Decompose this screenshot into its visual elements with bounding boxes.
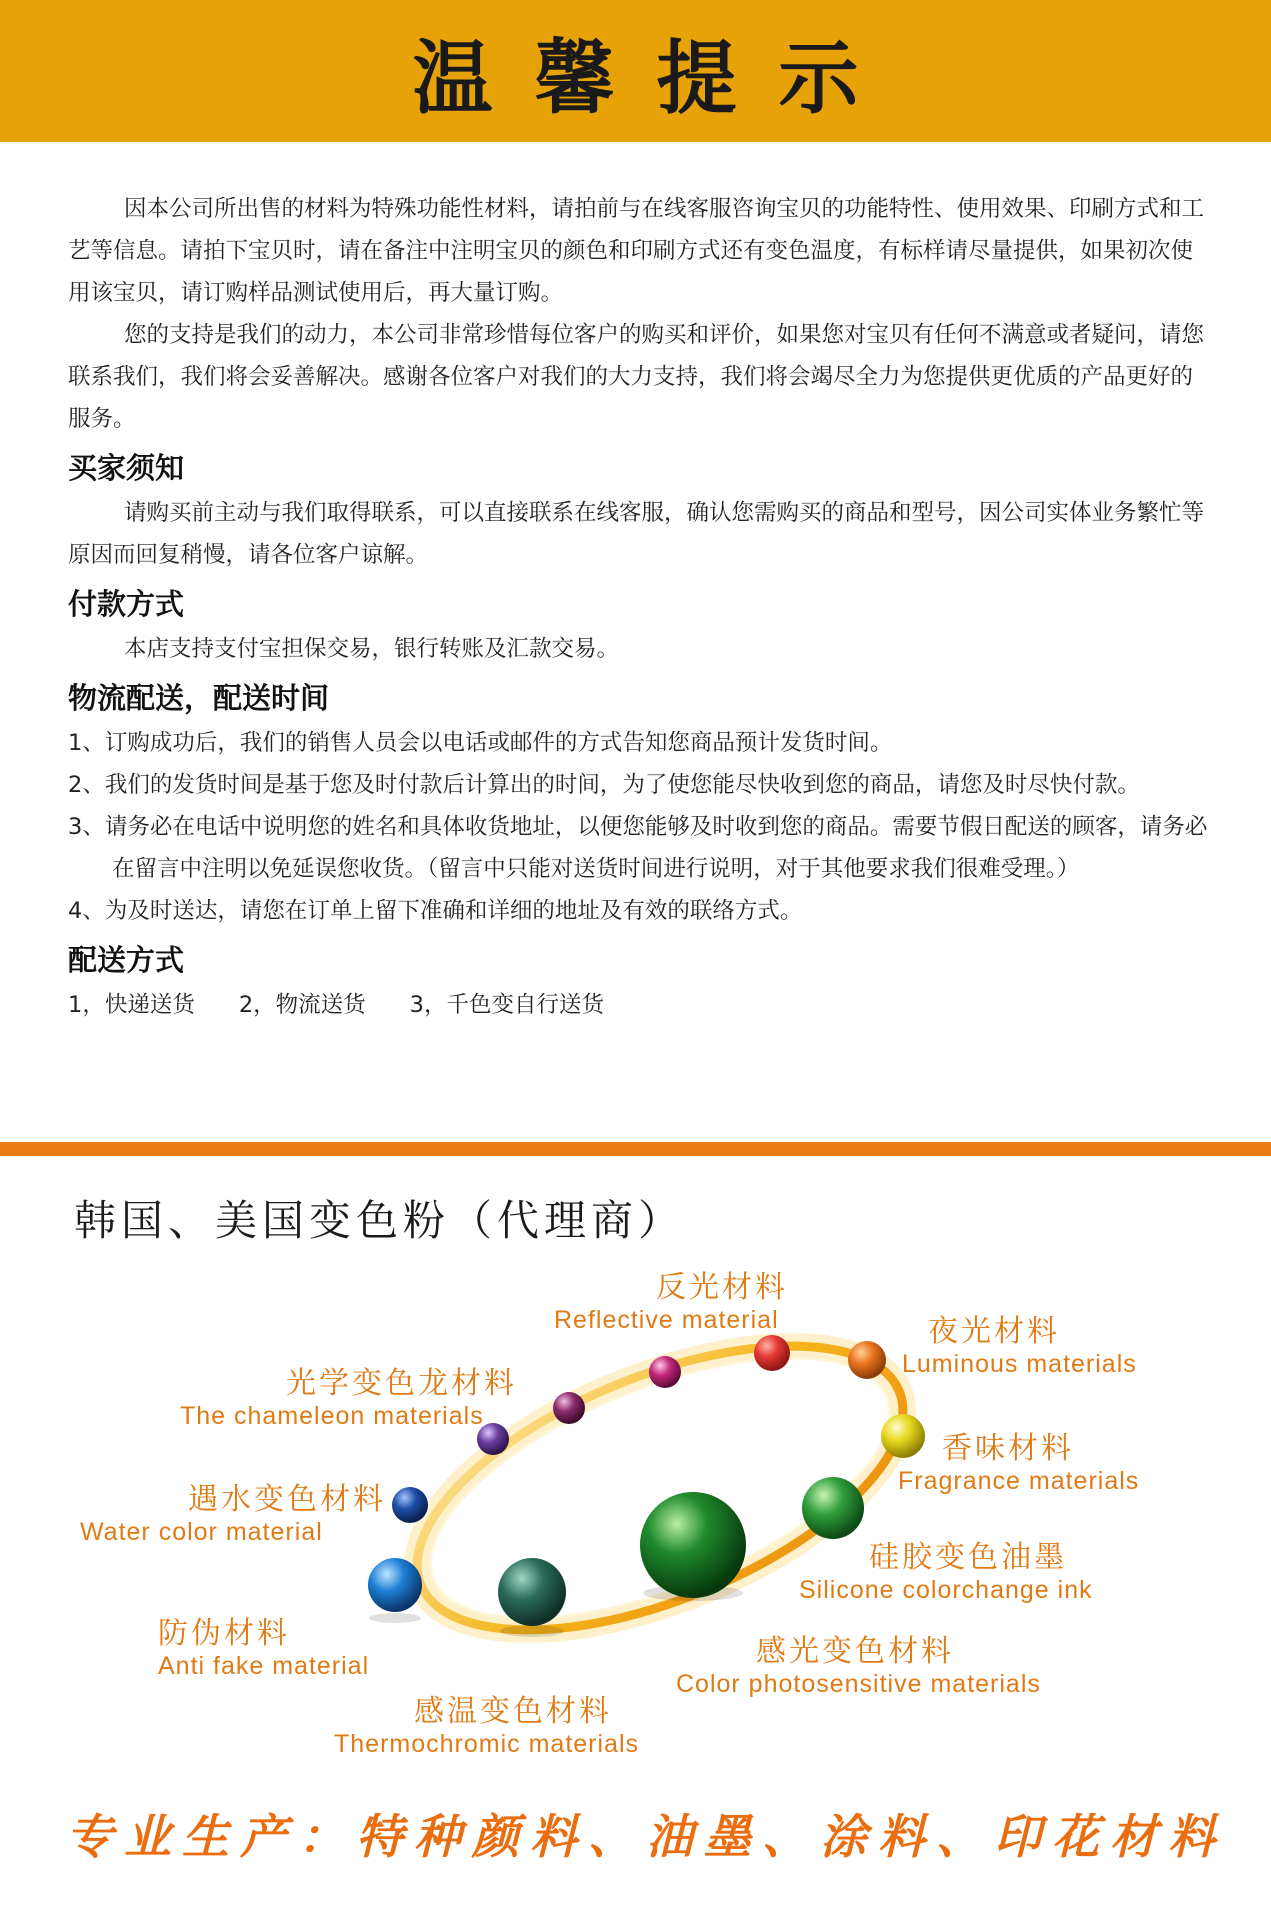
label-en: Water color material [80,1518,323,1546]
delivery-option: 3，千色变自行送货 [409,992,604,1018]
luminous-sphere-icon [848,1341,886,1379]
label-en: Color photosensitive materials [676,1670,1041,1698]
label-silicone-ink [799,1532,1093,1605]
label-cn: 夜光材料 [928,1314,1060,1349]
thermochromic-sphere-icon [498,1558,566,1626]
label-en: Reflective material [554,1306,779,1334]
delivery-options [68,984,1208,1026]
label-cn: 硅胶变色油墨 [869,1540,1067,1575]
label-en: The chameleon materials [180,1402,484,1430]
label-cn: 感温变色材料 [414,1694,612,1729]
header-banner [0,0,1271,142]
label-en: Luminous materials [902,1350,1137,1378]
label-thermochromic [334,1686,639,1759]
brand-title: 韩国、美国变色粉（代理商） [74,1196,686,1245]
footer-slogan: 专业生产：特种颜料、油墨、涂料、印花材料 [66,1810,1226,1865]
label-water-color [80,1474,386,1547]
anti-fake-sphere-icon [368,1558,422,1612]
label-chameleon [180,1358,517,1431]
label-en: Fragrance materials [898,1467,1140,1495]
logistics-item: 4、为及时送达，请您在订单上留下准确和详细的地址及有效的联络方式。 [68,898,803,924]
payment-heading: 付款方式 [68,587,185,621]
label-luminous [902,1306,1137,1379]
intro-paragraph-1: 因本公司所出售的材料为特殊功能性材料，请拍前与在线客服咨询宝贝的功能特性、使用效果、印刷方式和工艺等信息。请拍下宝贝时，请在备注中注明宝贝的颜色和印刷方式还有变色温度，有标样请尽量提供，如果初次使用该宝贝，请订购样品测试使用后，再大量订购。 [68,196,1205,306]
intro-paragraph-2: 您的支持是我们的动力，本公司非常珍惜每位客户的购买和评价，如果您对宝贝有任何不满意或者疑问，请您联系我们，我们将会妥善解决。感谢各位客户对我们的大力支持，我们将会竭尽全力为您提供更优质的产品更好的服务。 [68,322,1205,432]
accent-sphere-icon [649,1356,681,1388]
logistics-heading: 物流配送，配送时间 [68,681,330,715]
label-anti-fake [158,1608,369,1681]
section-divider [0,1142,1271,1156]
payment-text: 本店支持支付宝担保交易，银行转账及汇款交易。 [124,636,620,662]
label-en: Anti fake material [158,1652,370,1680]
label-cn: 防伪材料 [158,1616,290,1651]
label-cn: 光学变色龙材料 [286,1366,517,1401]
logistics-item: 3、请务必在电话中说明您的姓名和具体收货地址，以便您能够及时收到您的商品。需要节假日配送的顾客，请务必在留言中注明以免延误您收货。（留言中只能对送货时间进行说明，对于其他要求我们很难受理。） [68,814,1208,882]
delivery-heading: 配送方式 [68,943,185,977]
buyer-notice-heading: 买家须知 [68,451,185,485]
label-en: Thermochromic materials [334,1730,640,1758]
logistics-item: 1、订购成功后，我们的销售人员会以电话或邮件的方式告知您商品预计发货时间。 [68,730,893,756]
buyer-notice-text: 请购买前主动与我们取得联系，可以直接联系在线客服，确认您需购买的商品和型号，因公司实体业务繁忙等原因而回复稍慢，请各位客户谅解。 [68,500,1205,568]
page-title: 温馨提示 [412,31,901,125]
delivery-option: 2，物流送货 [238,992,366,1018]
accent-sphere-icon [553,1392,585,1424]
label-photosensitive [676,1626,1041,1699]
label-cn: 感光变色材料 [756,1634,954,1669]
label-cn: 香味材料 [942,1431,1074,1466]
label-cn: 遇水变色材料 [188,1482,386,1517]
delivery-option: 1，快递送货 [68,992,195,1018]
logistics-item: 2、我们的发货时间是基于您及时付款后计算出的时间，为了使您能尽快收到您的商品，请您及时尽快付款。 [68,772,1140,798]
water-color-sphere-icon [392,1487,428,1523]
label-en: Silicone colorchange ink [799,1576,1093,1604]
label-reflective [554,1262,788,1335]
silicone-ink-sphere-icon [802,1477,864,1539]
notice-body [68,188,1208,1026]
reflective-sphere-icon [754,1335,790,1371]
label-cn: 反光材料 [656,1270,788,1305]
photosensitive-sphere-icon [640,1492,746,1598]
label-fragrance [898,1423,1139,1496]
